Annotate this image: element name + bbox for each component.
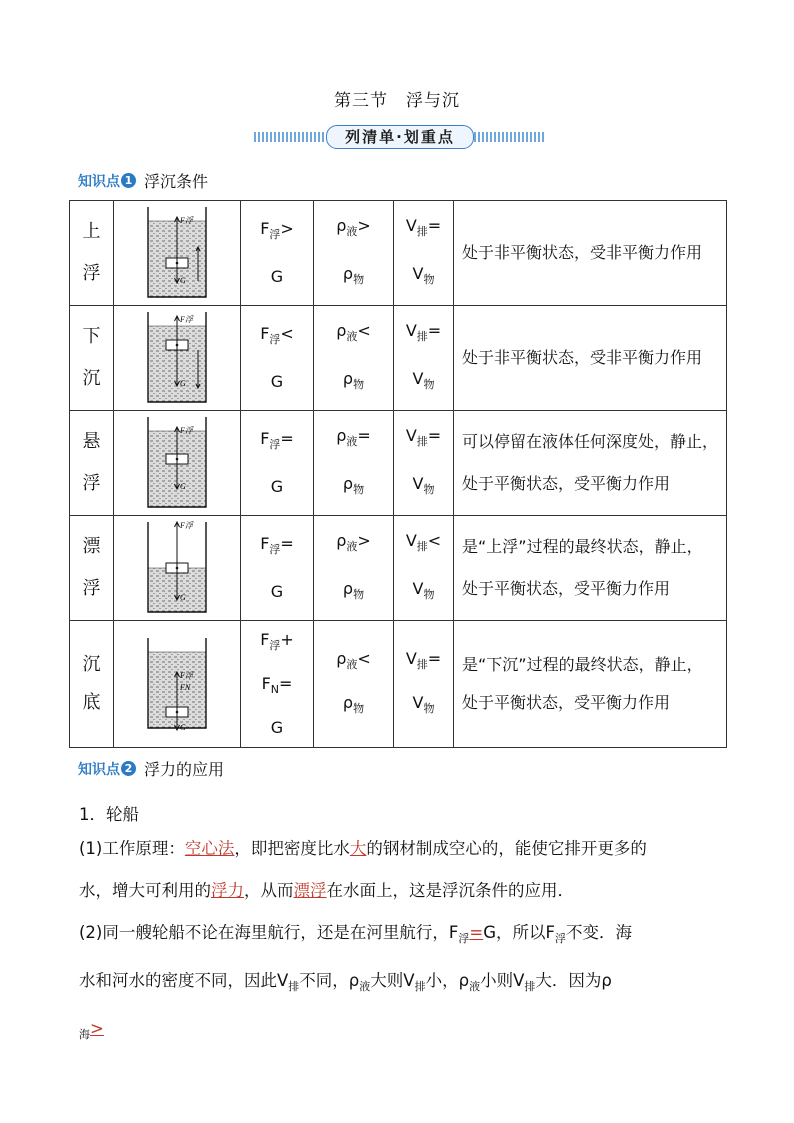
answer-blank: 空心法: [184, 839, 235, 858]
force-relation-cell: $F_浮=$ G: [241, 411, 314, 516]
volume-relation-cell: $V_排=$ $V_物$: [394, 621, 454, 748]
answer-blank: 大: [349, 839, 367, 858]
description-cell: 是“下沉”过程的最终状态，静止， 处于平衡状态，受平衡力作用: [454, 621, 727, 748]
volume-relation-cell: $V_排<$ $V_物$: [394, 516, 454, 621]
density-relation-cell: $\rho_液>$ $\rho_物$: [314, 201, 394, 306]
description-cell: 处于非平衡状态，受非平衡力作用: [454, 201, 727, 306]
svg-text:G: G: [180, 723, 186, 732]
subscript: 排: [288, 980, 300, 993]
force-relation-cell: $F_浮=$ G: [241, 516, 314, 621]
text: ，从而: [244, 881, 294, 900]
density-relation-cell: $\rho_液<$ $\rho_物$: [314, 306, 394, 411]
volume-relation-cell: $V_排=$ $V_物$: [394, 306, 454, 411]
banner-stripe-right: [474, 132, 544, 142]
kp-tag: 知识点: [78, 761, 120, 778]
force-relation-cell: $F_浮<$ G: [241, 306, 314, 411]
state-cell: 漂 浮: [70, 516, 114, 621]
state-diagram: [114, 306, 241, 411]
text: 水和河水的密度不同，因此V: [79, 971, 289, 990]
subscript: 海: [79, 1028, 90, 1041]
buoyancy-conditions-table: [69, 200, 727, 748]
svg-text:F浮: F浮: [180, 426, 193, 435]
text: 小则V: [480, 971, 525, 990]
density-relation-cell: $\rho_液=$ $\rho_物$: [314, 411, 394, 516]
subscript: 排: [524, 980, 536, 993]
paragraph-ship-sea-river: [79, 912, 729, 1056]
kp-number: 2: [121, 761, 136, 776]
description-cell: 是“上浮”过程的最终状态，静止， 处于平衡状态，受平衡力作用: [454, 516, 727, 621]
state-cell: 沉 底: [70, 621, 114, 748]
knowledge-point-2: [78, 757, 224, 780]
page-title: 第三节 浮与沉: [334, 91, 460, 111]
text: G，所以F: [483, 923, 555, 942]
subscript: 液: [469, 980, 481, 993]
svg-text:F浮: F浮: [180, 521, 193, 530]
table-row: [70, 201, 727, 306]
text: (2)同一艘轮船不论在海里航行，还是在河里航行，F: [79, 923, 459, 942]
subscript: 液: [359, 980, 371, 993]
volume-relation-cell: $V_排=$ $V_物$: [394, 411, 454, 516]
svg-text:G: G: [180, 276, 186, 285]
text: 小，ρ: [425, 971, 470, 990]
state-cell: 悬 浮: [70, 411, 114, 516]
svg-text:F浮: F浮: [180, 216, 193, 225]
subscript: 排: [414, 980, 426, 993]
text: 水，增大可利用的: [79, 881, 211, 900]
description-cell: 处于非平衡状态，受非平衡力作用: [454, 306, 727, 411]
force-relation-cell: $F_浮>$ G: [241, 201, 314, 306]
density-relation-cell: $\rho_液<$ $\rho_物$: [314, 621, 394, 748]
subscript: 浮: [554, 932, 566, 945]
state-diagram: [114, 411, 241, 516]
banner-stripe-left: [254, 132, 324, 142]
subscript: 浮: [458, 932, 470, 945]
kp-number: 1: [121, 173, 136, 188]
answer-blank: >: [90, 1019, 104, 1038]
text: 大．因为ρ: [535, 971, 612, 990]
text: 不变．海: [565, 923, 632, 942]
svg-text:F浮: F浮: [180, 315, 193, 324]
table-row: [70, 516, 727, 621]
kp-tag: 知识点: [78, 173, 120, 190]
kp-title: 浮力的应用: [144, 760, 225, 779]
state-cell: 上 浮: [70, 201, 114, 306]
svg-text:G: G: [180, 482, 186, 491]
answer-blank: 浮力: [211, 881, 244, 900]
text: ，即把密度比水: [234, 839, 350, 858]
table-row: [70, 621, 727, 748]
section-heading-ship: 1．轮船: [79, 805, 139, 824]
answer-blank: =: [469, 923, 484, 942]
banner-label: 列清单·划重点: [326, 125, 474, 149]
volume-relation-cell: $V_排=$ $V_物$: [394, 201, 454, 306]
paragraph-working-principle: [79, 828, 729, 912]
knowledge-point-1: [78, 169, 208, 192]
table-row: [70, 306, 727, 411]
state-diagram: [114, 621, 241, 748]
kp-title: 浮沉条件: [144, 172, 209, 191]
text: 大则V: [370, 971, 415, 990]
svg-text:G: G: [180, 593, 186, 602]
table-row: [70, 411, 727, 516]
text: (1)工作原理：: [79, 839, 185, 858]
state-diagram: [114, 516, 241, 621]
svg-text:G: G: [180, 379, 186, 388]
density-relation-cell: $\rho_液>$ $\rho_物$: [314, 516, 394, 621]
description-cell: 可以停留在液体任何深度处，静止， 处于平衡状态，受平衡力作用: [454, 411, 727, 516]
svg-text:F浮: F浮: [180, 671, 193, 680]
svg-text:FN: FN: [180, 683, 191, 692]
answer-blank: 漂浮: [293, 881, 327, 900]
state-cell: 下 沉: [70, 306, 114, 411]
text: 的钢材制成空心的，能使它排开更多的: [366, 839, 647, 858]
text: 不同，ρ: [299, 971, 360, 990]
state-diagram: [114, 201, 241, 306]
section-banner: [254, 125, 544, 149]
force-relation-cell: $F_浮+$ $F_N=$ G: [241, 621, 314, 748]
text: 在水面上，这是浮沉条件的应用．: [326, 881, 574, 900]
